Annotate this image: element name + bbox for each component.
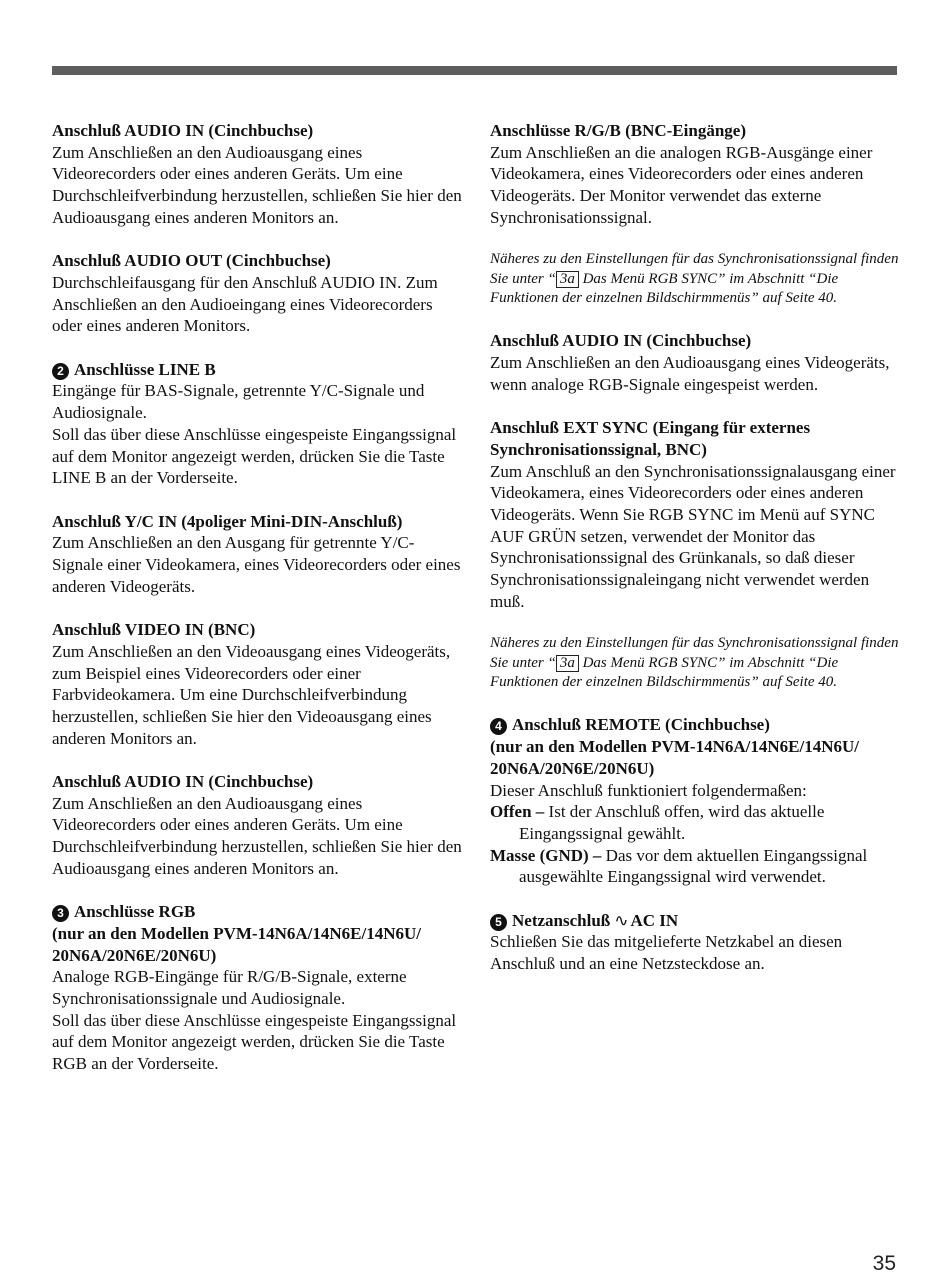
section-line-b bbox=[52, 359, 462, 489]
section-heading: Anschlüsse R/G/B (BNC-Eingänge) bbox=[490, 121, 746, 140]
menu-reference-box: 3a bbox=[556, 271, 579, 288]
section-body: Zum Anschließen an den Ausgang für getrennte Y/C-Signale einer Videokamera, eines Videorecorders oder eines anderen Videogeräts. bbox=[52, 533, 461, 596]
heading-tail: AC IN bbox=[630, 910, 679, 930]
heading-text: Anschlüsse LINE B bbox=[74, 359, 216, 379]
note-text: Näheres zu den Einstellungen für das Synchronisationssignal finden Sie unter “ bbox=[490, 251, 899, 287]
number-4-icon: 4 bbox=[490, 718, 507, 735]
section-heading: Anschluß AUDIO OUT (Cinchbuchse) bbox=[52, 251, 331, 271]
definition-masse bbox=[490, 845, 900, 888]
section-subheading: (nur an den Modellen PVM-14N6A/14N6E/14N6U/ 20N6A/20N6E/20N6U) bbox=[52, 923, 421, 965]
section-body: Eingänge für BAS-Signale, getrennte Y/C-Signale und Audiosignale. bbox=[52, 381, 425, 423]
section-heading: Anschluß AUDIO IN (Cinchbuchse) bbox=[52, 772, 314, 792]
section-audio-in-rgb bbox=[490, 330, 900, 395]
section-audio-in-1 bbox=[52, 120, 462, 229]
section-ext-sync bbox=[490, 417, 900, 612]
section-audio-out bbox=[52, 250, 462, 337]
section-body: Zum Anschließen an den Audioausgang eines Videorecorders oder eines anderen Geräts. Um eine Durchschleifverbindung herzustellen, schließen Sie hier den Audioausgang eines anderen Monitors an. bbox=[52, 793, 462, 878]
term: Masse (GND) – bbox=[490, 845, 602, 865]
section-rgb bbox=[52, 901, 462, 1075]
number-5-icon: 5 bbox=[490, 914, 507, 931]
number-3-icon: 3 bbox=[52, 905, 69, 922]
reference-note-2 bbox=[490, 634, 900, 693]
section-power bbox=[490, 910, 900, 975]
section-body: Durchschleifausgang für den Anschluß AUDIO IN. Zum Anschließen an den Audioeingang eines Videorecorders oder eines anderen Monitors. bbox=[52, 272, 438, 336]
section-heading bbox=[490, 910, 900, 932]
section-body: Zum Anschließen an den Audioausgang eines Videorecorders oder eines anderen Geräts. Um eine Durchschleifverbindung herzustellen, schließen Sie hier den Audioausgang eines anderen Monitors an. bbox=[52, 142, 462, 227]
section-rgb-bnc bbox=[490, 120, 900, 229]
definition-offen bbox=[490, 801, 900, 844]
section-heading: Anschluß Y/C IN (4poliger Mini-DIN-Anschluß) bbox=[52, 511, 403, 531]
note-text: Das Menü RGB SYNC” im Abschnitt “Die Funktionen der einzelnen Bildschirmmenüs” auf Seite 40. bbox=[490, 654, 839, 691]
section-heading: Anschluß VIDEO IN (BNC) bbox=[52, 620, 256, 640]
section-body: Zum Anschließen an die analogen RGB-Ausgänge einer Videokamera, eines Videorecorders oder eines anderen Videogeräts. Der Monitor verwendet das externe Synchronisationssignal. bbox=[490, 142, 873, 227]
header-rule bbox=[52, 66, 897, 75]
section-heading: Anschluß AUDIO IN (Cinchbuchse) bbox=[490, 331, 752, 351]
note-text: Das Menü RGB SYNC” im Abschnitt “Die Funktionen der einzelnen Bildschirmmenüs” auf Seite 40. bbox=[490, 270, 839, 307]
page-number: 35 bbox=[872, 1252, 896, 1275]
term: Offen – bbox=[490, 802, 545, 822]
section-heading: Anschluß EXT SYNC (Eingang für externes Synchronisationssignal, BNC) bbox=[490, 418, 811, 459]
section-subheading: (nur an den Modellen PVM-14N6A/14N6E/14N6U/ 20N6A/20N6E/20N6U) bbox=[490, 737, 859, 778]
section-body: Schließen Sie das mitgelieferte Netzkabel an diesen Anschluß und an eine Netzsteckdose an. bbox=[490, 932, 843, 974]
section-body: Soll das über diese Anschlüsse eingespeiste Eingangssignal auf dem Monitor angezeigt werden, drücken Sie die Taste LINE B an der Vorderseite. bbox=[52, 424, 457, 488]
note-text: Näheres zu den Einstellungen für das Synchronisationssignal finden Sie unter “ bbox=[490, 635, 899, 671]
term-description: Das vor dem aktuellen Eingangssignal ausgewählte Eingangssignal wird verwendet. bbox=[519, 845, 868, 887]
section-body: Zum Anschluß an den Synchronisationssignalausgang einer Videokamera, eines Videorecorders oder eines anderen Videogeräts. Wenn Sie RGB SYNC im Menü auf SYNC AUF GRÜN setzen, verwendet der Monitor das Synchronisationssignal des Grünkanals, so daß dieser Synchronisationssignaleingang nicht verwendet werden muß. bbox=[490, 461, 896, 611]
section-body: Zum Anschließen an den Videoausgang eines Videogeräts, zum Beispiel eines Videorecorders oder einer Farbvideokamera. Um eine Durchschleifverbindung herzustellen, schließen Sie hier den Videoausgang eines anderen Monitors an. bbox=[52, 641, 451, 748]
term-description: Ist der Anschluß offen, wird das aktuelle Eingangssignal gewählt. bbox=[519, 802, 825, 843]
section-heading bbox=[52, 359, 462, 381]
section-heading bbox=[490, 714, 900, 736]
section-body: Analoge RGB-Eingänge für R/G/B-Signale, externe Synchronisationssignale und Audiosignale. bbox=[52, 967, 407, 1009]
heading-text: Anschlüsse RGB bbox=[74, 902, 196, 922]
right-column bbox=[490, 120, 900, 997]
reference-note-1 bbox=[490, 250, 900, 309]
menu-reference-box: 3a bbox=[556, 655, 579, 672]
section-yc-in bbox=[52, 511, 462, 598]
section-heading bbox=[52, 901, 462, 923]
section-remote bbox=[490, 714, 900, 888]
section-body: Soll das über diese Anschlüsse eingespeiste Eingangssignal auf dem Monitor angezeigt werden, drücken Sie die Taste RGB an der Vorderseite. bbox=[52, 1010, 457, 1074]
section-video-in bbox=[52, 619, 462, 749]
section-audio-in-2 bbox=[52, 771, 462, 880]
left-column bbox=[52, 120, 462, 1097]
heading-text: Anschluß REMOTE (Cinchbuchse) bbox=[512, 715, 770, 735]
section-body: Zum Anschließen an den Audioausgang eines Videogeräts, wenn analoge RGB-Signale eingespeist werden. bbox=[490, 353, 890, 394]
section-body: Dieser Anschluß funktioniert folgendermaßen: bbox=[490, 780, 807, 800]
heading-text: Netzanschluß bbox=[512, 910, 611, 930]
ac-wave-icon: ∿ bbox=[614, 910, 629, 930]
section-heading: Anschluß AUDIO IN (Cinchbuchse) bbox=[52, 121, 314, 140]
number-2-icon: 2 bbox=[52, 363, 69, 380]
